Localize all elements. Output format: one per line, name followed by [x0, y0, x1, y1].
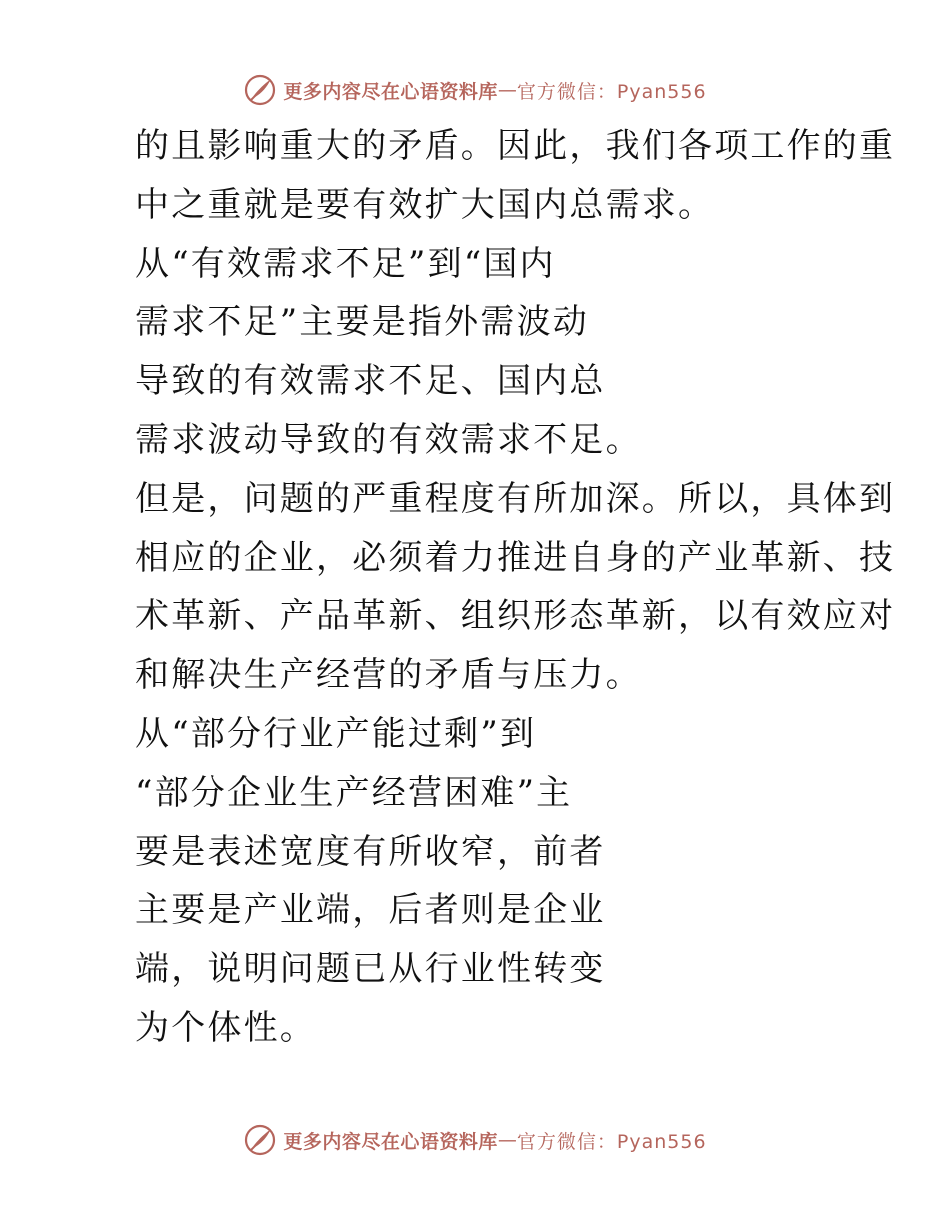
- text-line: 需求不足”主要是指外需波动: [135, 302, 589, 343]
- text-line: 术革新、产品革新、组织形态革新，以有效应对: [135, 596, 896, 637]
- text-line: 端，说明问题已从行业性转变: [135, 949, 606, 990]
- text-line: 的且影响重大的矛盾。因此，我们各项工作的重: [135, 126, 896, 166]
- text-line: 和解决生产经营的矛盾与压力。: [135, 655, 642, 696]
- text-line: 要是表述宽度有所收窄，前者: [135, 831, 606, 872]
- feather-pen-logo-icon: [243, 1123, 277, 1157]
- feather-pen-logo-icon: [243, 73, 277, 107]
- text-line: “部分企业生产经营困难”主: [135, 772, 573, 813]
- header-banner: [0, 70, 950, 110]
- text-line: 导致的有效需求不足、国内总: [135, 361, 606, 402]
- banner-main-text: 更多内容尽在心语资料库: [283, 1130, 498, 1153]
- banner-main-text: 更多内容尽在心语资料库: [283, 80, 498, 103]
- banner-separator: —: [497, 79, 517, 101]
- text-line: 主要是产业端，后者则是企业: [135, 890, 606, 931]
- text-line: 但是，问题的严重程度有所加深。所以，具体到: [135, 478, 896, 519]
- banner-wechat-text: 官方微信：Pyan556: [516, 1130, 707, 1153]
- text-line: 从“有效需求不足”到“国内: [135, 243, 556, 284]
- banner-separator: —: [497, 1129, 517, 1151]
- text-line: 从“部分行业产能过剩”到: [135, 713, 537, 754]
- text-line: 为个体性。: [135, 1007, 316, 1048]
- text-line: 相应的企业，必须着力推进自身的产业革新、技: [135, 537, 896, 578]
- text-line: 需求波动导致的有效需求不足。: [135, 419, 642, 460]
- banner-wechat-text: 官方微信：Pyan556: [516, 80, 707, 103]
- text-line: 中之重就是要有效扩大国内总需求。: [135, 184, 715, 225]
- footer-banner: [0, 1120, 950, 1160]
- document-body: [135, 117, 896, 1058]
